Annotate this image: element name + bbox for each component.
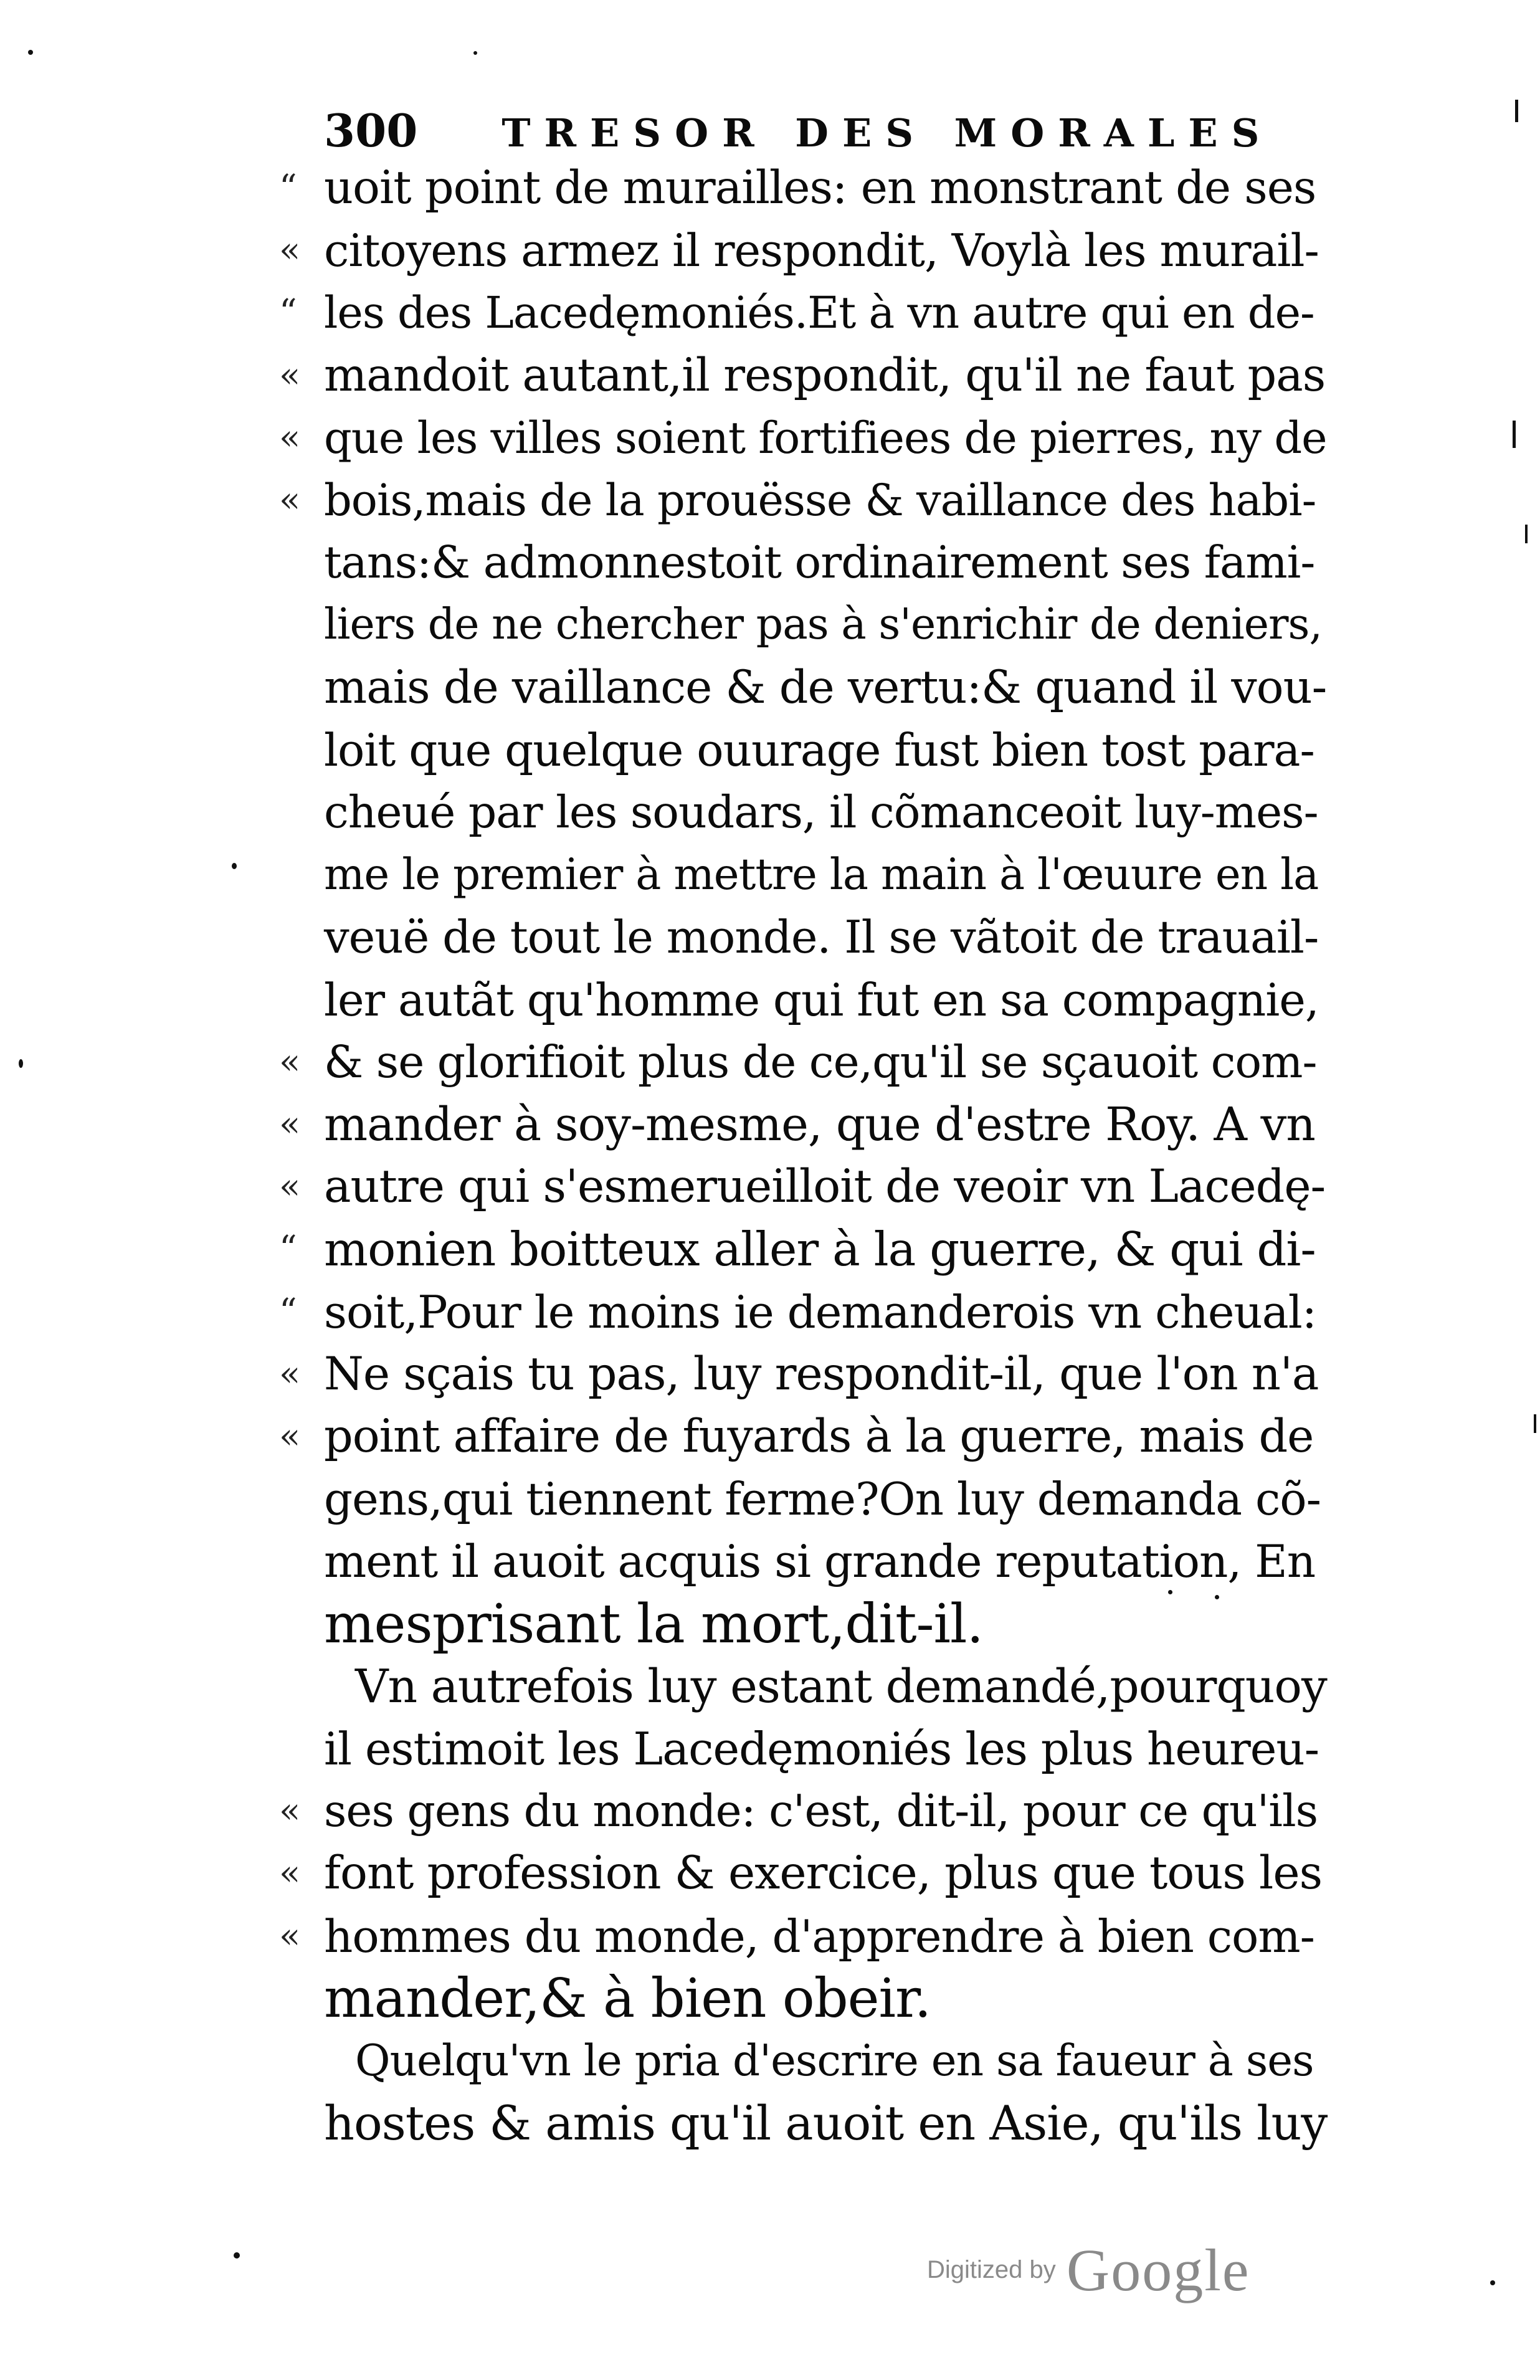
text-line: & se glorifioit plus de ce,qu'il se sçauoit com- <box>324 1035 1317 1088</box>
text-line: mander à soy-mesme, que d'estre Roy. A vn <box>324 1098 1315 1151</box>
scan-speck <box>232 863 237 869</box>
quotation-marker: « <box>279 1166 301 1207</box>
text-line: hostes & amis qu'il auoit en Asie, qu'ils luy <box>324 2095 1328 2151</box>
text-line: Ne sçais tu pas, luy respondit-il, que l'on n'a <box>324 1347 1319 1401</box>
text-line: loit que quelque ouurage fust bien tost para- <box>324 723 1314 776</box>
text-line: Quelqu'vn le pria d'escrire en sa faueur à ses <box>355 2036 1314 2086</box>
quotation-marker: « <box>279 1791 301 1832</box>
scan-speck <box>473 51 477 55</box>
text-line: cheué par les soudars, il cõmanceoit luy-mes- <box>324 786 1318 838</box>
text-line: bois,mais de la prouësse & vaillance des habi- <box>324 475 1316 526</box>
quotation-marker: « <box>279 1853 301 1894</box>
text-line: mesprisant la mort,dit-il. <box>324 1592 983 1655</box>
text-line: me le premier à mettre la main à l'œuure en la <box>324 850 1319 900</box>
text-line: il estimoit les Lacedęmoniés les plus heureu- <box>324 1723 1319 1775</box>
margin-rule-mark <box>1534 1414 1536 1433</box>
scan-speck <box>1168 1590 1172 1594</box>
google-logo: Google <box>1066 2237 1250 2303</box>
margin-rule-mark <box>1525 525 1528 543</box>
scan-speck <box>1215 1595 1219 1599</box>
text-line: Vn autrefois luy estant demandé,pourquoy <box>355 1659 1327 1713</box>
text-line: ment il auoit acquis si grande reputation, En <box>324 1535 1316 1588</box>
quotation-marker: « <box>279 1104 301 1145</box>
text-line: point affaire de fuyards à la guerre, mais de <box>324 1410 1314 1463</box>
text-line: mander,& à bien obeir. <box>324 1967 931 2030</box>
text-line: tans:& admonnestoit ordinairement ses fami- <box>324 536 1315 589</box>
quotation-marker: “ <box>279 1291 297 1332</box>
running-title: TRESOR DES MORALES <box>501 110 1273 156</box>
quotation-marker: « <box>279 1915 301 1956</box>
text-line: ler autãt qu'homme qui fut en sa compagnie, <box>324 973 1319 1026</box>
text-line: liers de ne chercher pas à s'enrichir de deniers, <box>324 600 1322 650</box>
text-line: veuë de tout le monde. Il se vãtoit de trauail- <box>324 911 1319 964</box>
margin-rule-mark <box>1513 421 1516 448</box>
margin-rule-mark <box>1515 100 1518 122</box>
page-number: 300 <box>324 104 418 157</box>
text-line: monien boitteux aller à la guerre, & qui di- <box>324 1222 1316 1277</box>
text-line: uoit point de murailles: en monstrant de ses <box>324 161 1316 214</box>
text-line: hommes du monde, d'apprendre à bien com- <box>324 1910 1314 1963</box>
quotation-marker: “ <box>279 292 297 333</box>
text-line: font profession & exercice, plus que tous les <box>324 1847 1323 1900</box>
quotation-marker: « <box>279 230 301 271</box>
quotation-marker: « <box>279 1353 301 1394</box>
quotation-marker: “ <box>279 168 297 208</box>
scan-speck <box>234 2252 240 2259</box>
text-line: soit,Pour le moins ie demanderois vn cheual: <box>324 1285 1317 1338</box>
quotation-marker: « <box>279 1416 301 1457</box>
text-line: mais de vaillance & de vertu:& quand il vou- <box>324 660 1327 714</box>
digitization-watermark <box>927 2235 1250 2310</box>
quotation-marker: « <box>279 355 301 396</box>
quotation-marker: “ <box>279 1229 297 1270</box>
text-line: ses gens du monde: c'est, dit-il, pour ce qu'ils <box>324 1785 1318 1837</box>
scan-speck <box>1490 2280 1495 2285</box>
scan-speck <box>28 50 33 55</box>
text-line: que les villes soient fortifiees de pierres, ny de <box>324 412 1327 464</box>
text-line: les des Lacedęmoniés.Et à vn autre qui en de- <box>324 287 1314 339</box>
text-line: mandoit autant,il respondit, qu'il ne faut pas <box>324 348 1326 402</box>
watermark-prefix: Digitized by <box>927 2256 1056 2283</box>
text-line: gens,qui tiennent ferme?On luy demanda cõ- <box>324 1473 1321 1526</box>
text-line: autre qui s'esmerueilloit de veoir vn Lacedę- <box>324 1160 1326 1214</box>
quotation-marker: « <box>279 417 301 458</box>
text-line: citoyens armez il respondit, Voylà les murail- <box>324 224 1319 277</box>
scan-speck <box>19 1059 23 1068</box>
quotation-marker: « <box>279 1041 301 1082</box>
quotation-marker: « <box>279 480 301 520</box>
